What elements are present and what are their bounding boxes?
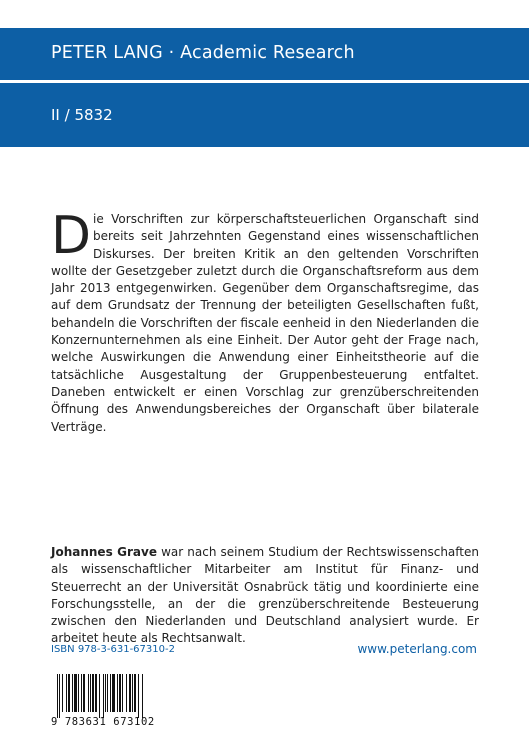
isbn-text: ISBN 978-3-631-67310-2 xyxy=(51,644,175,655)
author-name: Johannes Grave xyxy=(51,545,157,559)
drop-cap: D xyxy=(51,206,92,266)
website-link[interactable]: www.peterlang.com xyxy=(357,642,477,656)
author-bio-text: war nach seinem Studium der Rechtswissenschaften als wissenschaftlicher Mitarbeiter am Institut für Finanz- und Steuerrecht an der Universität Osnabrück tätig und koordinierte eine Forschungsstelle, an der die grenzüberschreitende Besteuerung zwischen den Niederlanden und Deutschland analysiert wurde. Er arbeitet heute als Rechtsanwalt. xyxy=(51,545,479,646)
barcode xyxy=(51,674,185,730)
barcode-bars xyxy=(57,674,181,718)
abstract-text xyxy=(51,206,479,436)
barcode-digits: 9 783631 673102 xyxy=(51,716,155,728)
publisher-line: PETER LANG · Academic Research xyxy=(51,43,355,63)
abstract-body: ie Vorschriften zur körperschaftsteuerlichen Organschaft sind bereits seit Jahrzehnten Gegenstand eines wissenschaftlichen Diskurses. Der breiten Kritik an den geltenden Vorschriften wollte der Gesetzgeber zuletzt durch die Organschaftsreform aus dem Jahr 2013 entgegenwirken. Gegenüber dem Organschaftsregime, das auf dem Grundsatz der Trennung der beteiligten Gesellschaften fußt, behandeln die Vorschriften der fiscale eenheid in den Niederlanden die Konzernunternehmen als eine Einheit. Der Autor geht der Frage nach, welche Auswirkungen die Anwendung einer Einheitstheorie auf die tatsächliche Ausgestaltung der Gruppenbesteuerung entfaltet. Daneben entwickelt er einen Vorschlag zur grenzüberschreitenden Öffnung des Anwendungsbereiches der Organschaft über bilaterale Verträge. xyxy=(51,212,479,434)
series-number: II / 5832 xyxy=(51,106,113,124)
author-bio xyxy=(51,544,479,648)
